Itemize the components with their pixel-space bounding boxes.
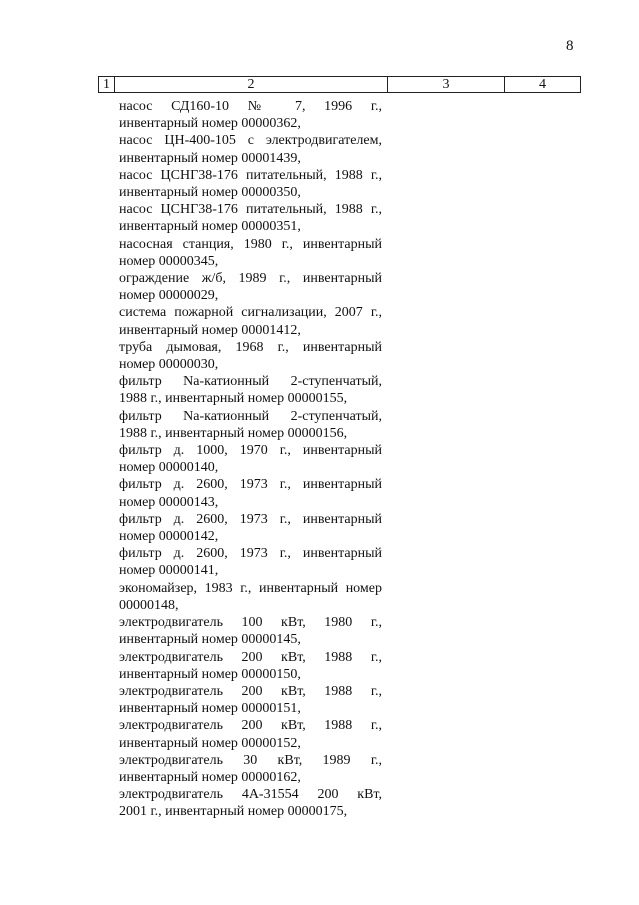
table-header [98,76,581,93]
column-header-3: 3 [388,77,505,93]
asset-description-line: фильтр д. 2600, 1973 г., инвентарный [119,511,382,527]
asset-description-line: фильтр д. 2600, 1973 г., инвентарный [119,546,382,562]
table-header-row [99,77,581,93]
asset-description-line: электродвигатель 100 кВт, 1980 г., [119,615,382,631]
list-item [119,511,382,545]
asset-description-line: электродвигатель 200 кВт, 1988 г., [119,649,382,665]
asset-inventory-line: номер 00000143, [119,494,219,510]
asset-description-line: фильтр Na-катионный 2-ступенчатый, [119,374,382,390]
list-item [119,717,382,751]
asset-description-line: насос СД160-10 № 7, 1996 г., [119,99,382,114]
asset-inventory-line: инвентарный номер 00000152, [119,735,301,751]
asset-inventory-line: инвентарный номер 00001412, [119,322,301,338]
column-header-2: 2 [115,77,388,93]
list-item [119,408,382,442]
list-item [119,476,382,510]
list-item [119,752,382,786]
asset-inventory-line: номер 00000141, [119,563,219,579]
asset-description-line: электродвигатель 30 кВт, 1989 г., [119,752,382,768]
list-item [119,373,382,407]
asset-description-line: электродвигатель 200 кВт, 1988 г., [119,718,382,734]
asset-description-line: насос ЦСНГ38-176 питательный, 1988 г., [119,202,382,218]
asset-inventory-line: 1988 г., инвентарный номер 00000156, [119,425,348,441]
column-header-4: 4 [505,77,581,93]
asset-inventory-line: номер 00000142, [119,529,219,545]
asset-inventory-line: инвентарный номер 00000362, [119,116,301,132]
list-item [119,201,382,235]
asset-description-line: ограждение ж/б, 1989 г., инвентарный [119,271,382,287]
asset-description-line: электродвигатель 200 кВт, 1988 г., [119,683,382,699]
asset-inventory-line: инвентарный номер 00001439, [119,150,301,166]
list-item [119,786,382,820]
asset-inventory-line: номер 00000345, [119,253,219,269]
list-item [119,270,382,304]
asset-inventory-line: инвентарный номер 00000351, [119,219,301,235]
list-item [119,580,382,614]
asset-description-line: система пожарной сигнализации, 2007 г., [119,305,382,321]
asset-description-line: насос ЦСНГ38-176 питательный, 1988 г., [119,167,382,183]
list-item [119,236,382,270]
list-item [119,649,382,683]
list-item [119,442,382,476]
asset-list [119,98,382,821]
column-header-1: 1 [99,77,115,93]
list-item [119,132,382,166]
list-item [119,339,382,373]
asset-inventory-line: инвентарный номер 00000162, [119,769,301,785]
asset-description-line: насосная станция, 1980 г., инвентарный [119,236,382,252]
asset-inventory-line: 1988 г., инвентарный номер 00000155, [119,391,348,407]
list-item [119,614,382,648]
asset-inventory-line: номер 00000030, [119,357,219,373]
asset-inventory-line: инвентарный номер 00000150, [119,666,301,682]
list-item [119,304,382,338]
asset-description-line: экономайзер, 1983 г., инвентарный номер [119,580,382,596]
asset-description-line: электродвигатель 4А-31554 200 кВт, [119,787,382,803]
asset-inventory-line: номер 00000140, [119,460,219,476]
asset-inventory-line: инвентарный номер 00000151, [119,701,301,717]
asset-description-line: фильтр д. 1000, 1970 г., инвентарный [119,443,382,459]
asset-description-line: насос ЦН-400-105 с электродвигателем, [119,133,382,149]
page-number: 8 [566,38,574,54]
asset-inventory-line: номер 00000029, [119,288,219,304]
asset-description-line: фильтр д. 2600, 1973 г., инвентарный [119,477,382,493]
asset-inventory-line: 2001 г., инвентарный номер 00000175, [119,804,348,820]
list-item [119,98,382,132]
asset-description-line: труба дымовая, 1968 г., инвентарный [119,339,382,355]
asset-inventory-line: инвентарный номер 00000145, [119,632,301,648]
list-item [119,683,382,717]
asset-inventory-line: инвентарный номер 00000350, [119,185,301,201]
asset-description-line: фильтр Na-катионный 2-ступенчатый, [119,408,382,424]
list-item [119,167,382,201]
list-item [119,545,382,579]
asset-inventory-line: 00000148, [119,597,179,613]
